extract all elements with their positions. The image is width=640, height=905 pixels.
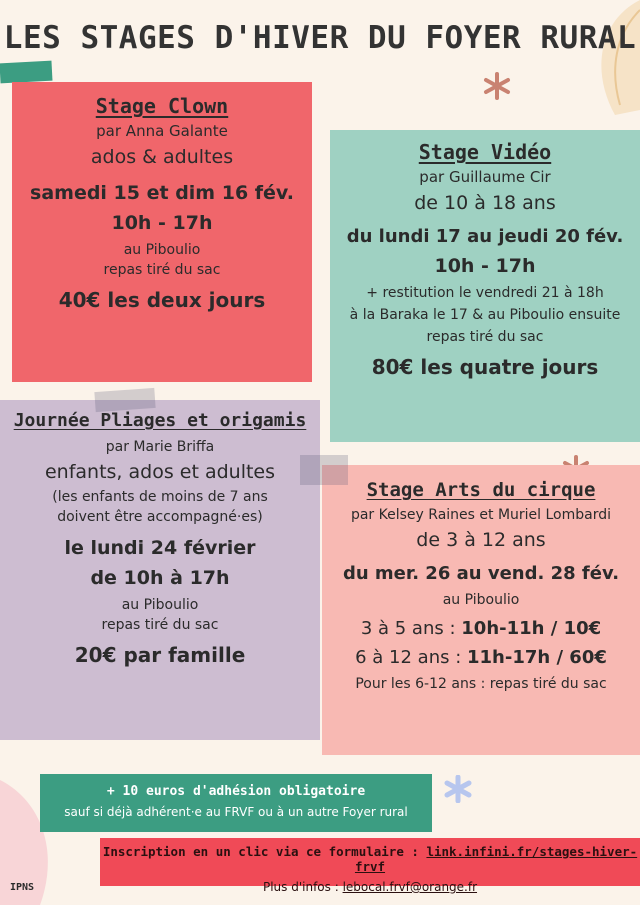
origami-panel: [0, 400, 320, 740]
adhesion-line-2: sauf si déjà adhérent·e au FRVF ou à un autre Foyer rural: [64, 805, 408, 819]
tape-decoration-2: [300, 455, 348, 485]
origami-date: le lundi 24 février: [64, 537, 256, 559]
stage-cirque-audience: de 3 à 12 ans: [416, 529, 546, 551]
stage-clown-dates: samedi 15 et dim 16 fév.: [30, 182, 294, 204]
row-1-value: 10h-11h / 10€: [461, 618, 602, 639]
stage-video-heading: Stage Vidéo: [418, 140, 552, 164]
adhesion-line-1: + 10 euros d'adhésion obligatoire: [106, 784, 366, 799]
page-title: LES STAGES D'HIVER DU FOYER RURAL: [3, 20, 637, 56]
tape-decoration: [94, 388, 155, 412]
row-2-value: 11h-17h / 60€: [467, 647, 607, 668]
stage-cirque-heading: Stage Arts du cirque: [366, 479, 596, 501]
info-prefix: Plus d'infos :: [262, 880, 343, 894]
origami-heading: Journée Pliages et origamis: [13, 410, 307, 431]
origami-audience: enfants, ados et adultes: [44, 461, 276, 483]
stage-video-audience: de 10 à 18 ans: [414, 192, 556, 214]
stage-cirque-panel: [322, 465, 640, 755]
leaf-decoration-top-right: [560, 0, 640, 120]
origami-note-2: doivent être accompagné·es): [57, 509, 263, 525]
row-1-age: 3 à 5 ans :: [360, 618, 462, 639]
ipns-label: IPNS: [10, 882, 35, 893]
stage-video-panel: [330, 130, 640, 442]
stage-clown-audience: ados & adultes: [90, 146, 234, 168]
stage-cirque-by: par Kelsey Raines et Muriel Lombardi: [350, 507, 612, 523]
origami-price: 20€ par famille: [74, 643, 246, 667]
origami-meal: repas tiré du sac: [101, 617, 219, 633]
inscription-line: [100, 844, 640, 874]
teal-brushstroke: [0, 61, 52, 84]
stage-cirque-place: au Piboulio: [442, 592, 520, 608]
stage-cirque-row-2: [322, 647, 640, 668]
stage-video-hours: 10h - 17h: [434, 255, 536, 277]
asterisk-icon: [483, 72, 511, 100]
stage-video-price: 80€ les quatre jours: [371, 355, 599, 379]
origami-by: par Marie Briffa: [105, 439, 215, 455]
origami-place: au Piboulio: [121, 597, 199, 613]
stage-cirque-row-1: [322, 618, 640, 639]
inscription-box: [100, 838, 640, 894]
stage-video-meal: repas tiré du sac: [426, 329, 544, 345]
stage-clown-panel: [12, 82, 312, 382]
origami-note-1: (les enfants de moins de 7 ans: [52, 489, 268, 505]
stage-cirque-dates: du mer. 26 au vend. 28 fév.: [342, 563, 620, 584]
star-flower-icon-2: [444, 775, 472, 803]
stage-clown-meal: repas tiré du sac: [103, 262, 221, 278]
stage-clown-price: 40€ les deux jours: [58, 288, 266, 312]
stage-clown-heading: Stage Clown: [95, 94, 229, 118]
stage-clown-hours: 10h - 17h: [111, 212, 213, 234]
stage-video-by: par Guillaume Cir: [419, 168, 551, 186]
info-email-link[interactable]: lebocal.frvf@orange.fr: [342, 880, 478, 894]
inscription-link[interactable]: link.infini.fr/stages-hiver-frvf: [354, 844, 638, 874]
stage-clown-place: au Piboulio: [123, 242, 201, 258]
stage-cirque-meal: Pour les 6-12 ans : repas tiré du sac: [355, 676, 607, 692]
stage-video-dates: du lundi 17 au jeudi 20 fév.: [346, 226, 624, 247]
origami-hours: de 10h à 17h: [90, 567, 230, 589]
adhesion-box: [40, 774, 432, 832]
stage-clown-by: par Anna Galante: [96, 122, 228, 140]
row-2-age: 6 à 12 ans :: [355, 647, 467, 668]
info-line: [100, 880, 640, 894]
stage-video-place: à la Baraka le 17 & au Piboulio ensuite: [349, 307, 621, 323]
stage-video-restitution: + restitution le vendredi 21 à 18h: [366, 285, 604, 301]
inscription-prefix: Inscription en un clic via ce formulaire :: [102, 844, 427, 859]
